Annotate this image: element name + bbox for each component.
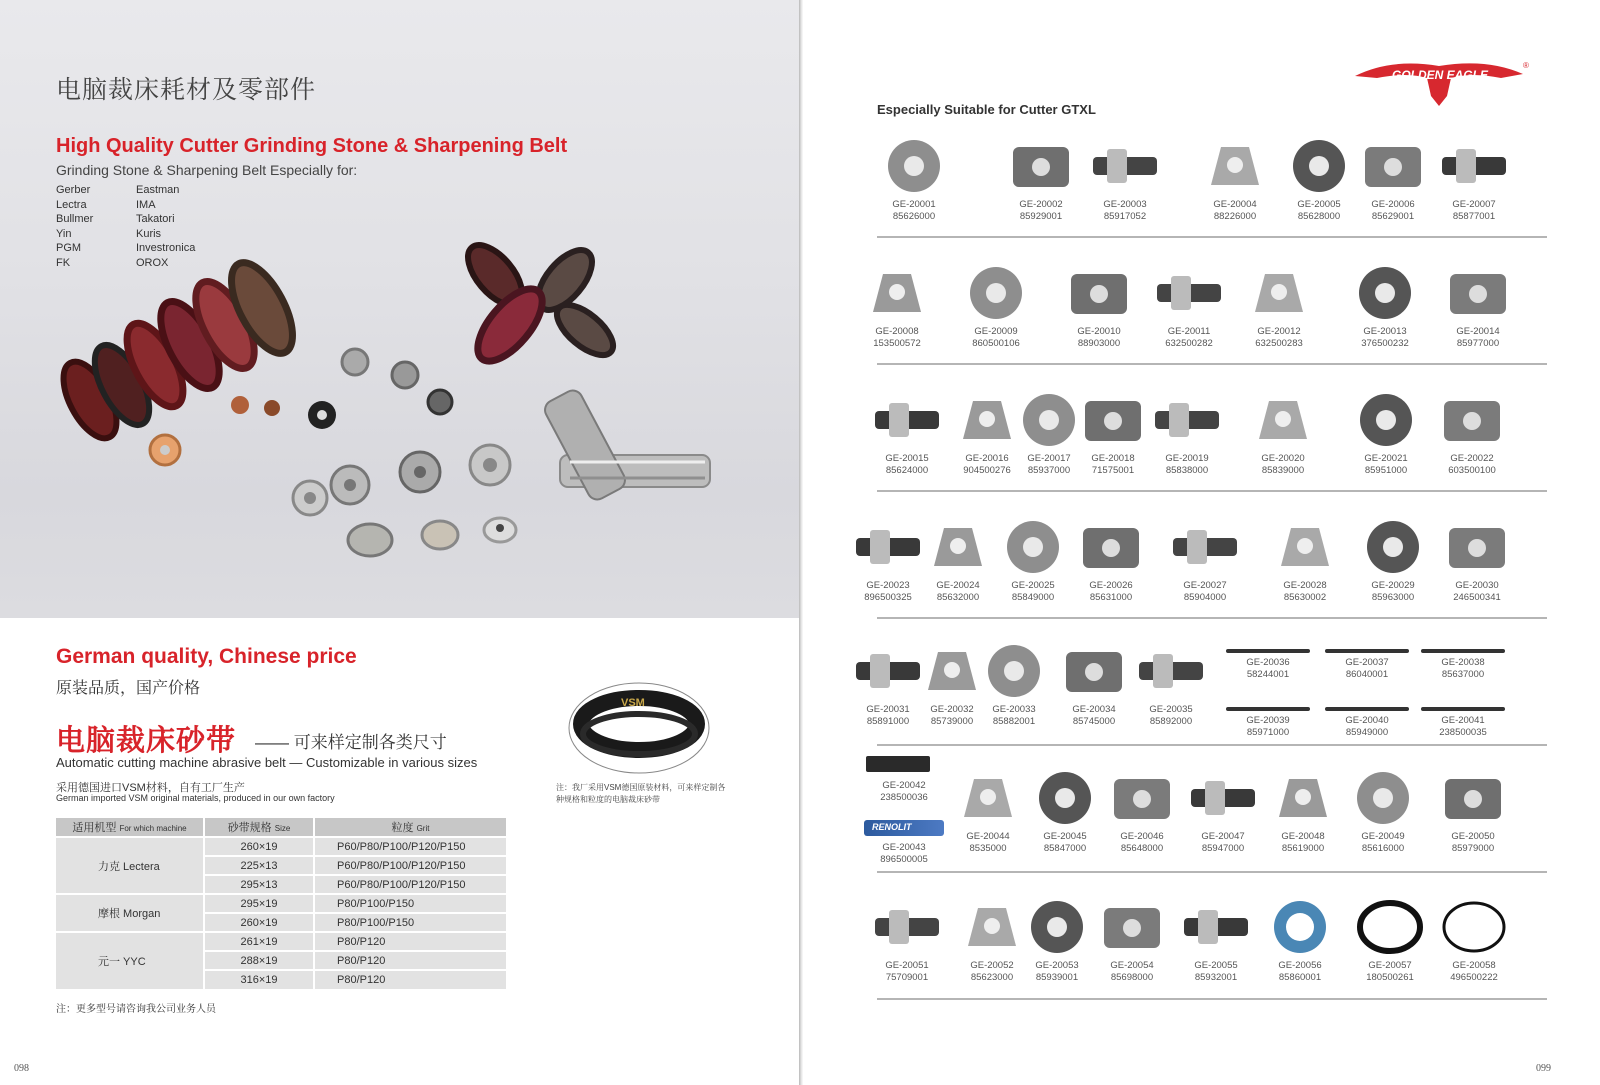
part-photo-icon [876,135,952,197]
table-row [56,837,507,856]
part-item[interactable] [1235,389,1331,477]
part-code: GE-20057 [1368,960,1412,971]
part-code: GE-20011 [1167,326,1211,337]
part-number: 85932001 [1194,972,1238,983]
part-photo-icon [1185,767,1261,829]
part-photo-icon [1355,516,1431,578]
vsm-material-note-en: German imported VSM original materials, produced in our own factory [56,793,335,803]
part-number: 85631000 [1089,592,1133,603]
grit-cell: P60/P80/P100/P120/P150 [314,837,507,856]
part-code: GE-20058 [1452,960,1496,971]
part-item[interactable] [1141,262,1237,350]
part-code: GE-20014 [1456,326,1500,337]
part-photo-icon [1003,135,1079,197]
part-photo-icon [1226,707,1310,711]
belt-spec-table [56,818,508,989]
part-number: 85929001 [1019,211,1063,222]
brand-item: PGM [56,242,82,254]
part-photo-icon [1149,389,1225,451]
grit-cell: P80/P100/P150 [314,913,507,932]
part-item[interactable] [1415,657,1511,681]
part-number: 860500106 [972,338,1020,349]
part-code: GE-20035 [1149,704,1193,715]
brand-item: OROX [136,256,169,269]
part-number: 85939001 [1035,972,1079,983]
part-photo-icon [1061,262,1137,324]
part-code: GE-20050 [1451,831,1495,842]
part-item[interactable] [856,782,952,804]
part-number: 88226000 [1213,211,1257,222]
part-number: 88903000 [1077,338,1121,349]
size-cell: 316×19 [204,970,314,989]
part-photo-icon [1056,640,1132,702]
row-divider [877,744,1547,746]
part-photo-icon [1167,516,1243,578]
brand-item: Eastman [136,184,180,196]
part-number: 632500282 [1165,338,1213,349]
part-number: 896500325 [864,592,912,603]
size-cell: 288×19 [204,951,314,970]
part-item[interactable] [856,822,952,866]
part-number: 85891000 [866,716,910,727]
part-photo-icon [1241,262,1317,324]
table-header [204,818,314,837]
part-item[interactable] [1426,135,1522,223]
part-photo-icon [1151,262,1227,324]
part-photo-icon [864,820,944,836]
part-code: GE-20020 [1261,453,1305,464]
page-title: 电脑裁床耗材及零部件 [56,76,317,104]
row-divider [877,236,1547,238]
part-number: 85739000 [930,716,974,727]
part-photo-icon [1265,767,1341,829]
part-item[interactable] [1220,715,1316,739]
section-heading: High Quality Cutter Grinding Stone & Sharpening Belt [56,135,568,157]
part-photo-icon [1073,516,1149,578]
part-photo-icon [1347,262,1423,324]
part-number: 85951000 [1364,465,1408,476]
part-photo-icon [1345,767,1421,829]
part-number: 85630002 [1283,592,1327,603]
part-code: GE-20001 [892,199,936,210]
part-number: 86040001 [1345,669,1389,680]
part-item[interactable] [1342,896,1438,984]
part-code: GE-20046 [1120,831,1164,842]
part-code: GE-20032 [930,704,974,715]
renolit-label: RENOLIT [872,822,912,832]
part-photo-icon [1325,707,1409,711]
part-code: GE-20019 [1165,453,1209,464]
header-en: For which machine [119,824,187,833]
part-item[interactable] [1430,262,1526,350]
part-number: 180500261 [1366,972,1414,983]
part-photo-icon [1104,767,1180,829]
table-row [56,894,507,913]
part-item[interactable] [1425,767,1521,855]
part-item[interactable] [1345,516,1441,604]
size-cell: 260×19 [204,837,314,856]
part-number: 85892000 [1149,716,1193,727]
part-code: GE-20053 [1035,960,1079,971]
part-photo-icon [1436,896,1512,958]
abrasive-belt-photo [566,680,712,776]
part-photo-icon [950,767,1026,829]
part-item[interactable] [1084,896,1180,984]
part-number: 85632000 [936,592,980,603]
part-number: 632500283 [1255,338,1303,349]
header-en: Grit [416,824,430,833]
part-number: 85648000 [1120,843,1164,854]
part-number: 85937000 [1027,465,1071,476]
part-number: 238500035 [1439,727,1487,738]
part-number: 85616000 [1361,843,1405,854]
part-item[interactable] [1051,262,1147,350]
part-number: 496500222 [1450,972,1498,983]
part-item[interactable] [1187,135,1283,223]
part-photo-icon [1421,707,1505,711]
brand-item: Kuris [136,227,162,240]
part-number: 85624000 [885,465,929,476]
part-number: 85860001 [1278,972,1322,983]
part-number: 246500341 [1453,592,1501,603]
part-number: 85847000 [1043,843,1087,854]
part-photo-icon [1087,135,1163,197]
part-number: 85745000 [1072,716,1116,727]
part-photo-icon [1348,389,1424,451]
part-photo-icon [859,262,935,324]
belt-pile-icon [458,240,621,372]
catalog-heading: Especially Suitable for Cutter GTXL [877,102,1096,117]
part-number: 71575001 [1091,465,1135,476]
part-number: 85629001 [1371,211,1415,222]
part-code: GE-20023 [866,580,910,591]
brand-item: IMA [136,198,156,211]
table-header-row [56,818,507,837]
belt-logo-text: VSM [621,697,645,709]
part-code: GE-20052 [970,960,1014,971]
part-code: GE-20044 [966,831,1010,842]
part-code: GE-20010 [1077,326,1121,337]
size-cell: 261×19 [204,932,314,951]
grit-cell: P60/P80/P100/P120/P150 [314,856,507,875]
part-number: 85979000 [1451,843,1495,854]
belt-title-tagline: —— 可来样定制各类尺寸 [255,733,447,752]
part-photo-icon [1355,135,1431,197]
page-number: 099 [1536,1063,1551,1074]
part-code: GE-20045 [1043,831,1087,842]
part-item[interactable] [866,135,962,223]
part-item[interactable] [1139,389,1235,477]
part-number: 85839000 [1261,465,1305,476]
part-code: GE-20024 [936,580,980,591]
part-photo-icon [1267,516,1343,578]
grit-cell: P80/P120 [314,970,507,989]
vsm-material-note-cn: 采用德国进口VSM材料，自有工厂生产 [56,782,245,794]
part-item[interactable] [1415,715,1511,739]
part-number: 85626000 [892,211,936,222]
part-code: GE-20030 [1455,580,1499,591]
part-code: GE-20009 [974,326,1018,337]
part-code: GE-20055 [1194,960,1238,971]
part-code: GE-20054 [1110,960,1154,971]
spiral-rod-icon [542,387,710,503]
grit-cell: P80/P120 [314,951,507,970]
part-number: 75709001 [885,972,929,983]
part-code: GE-20036 [1246,657,1290,668]
part-item[interactable] [1319,657,1415,681]
part-code: GE-20033 [992,704,1036,715]
part-item[interactable] [859,896,955,984]
header-cn: 粒度 [391,822,414,834]
row-divider [877,617,1547,619]
part-item[interactable] [849,262,945,350]
part-code: GE-20022 [1450,453,1494,464]
brand-item: Takatori [136,213,175,225]
grit-cell: P80/P100/P150 [314,894,507,913]
part-code: GE-20003 [1103,199,1147,210]
part-photo-icon [1197,135,1273,197]
part-photo-icon [958,262,1034,324]
part-number: 85917052 [1103,211,1147,222]
table-header [314,818,507,837]
part-code: GE-20038 [1441,657,1485,668]
row-divider [877,363,1547,365]
brand-item: Investronica [136,242,196,254]
part-number: 85637000 [1441,669,1485,680]
part-item[interactable] [1429,516,1525,604]
part-item[interactable] [1123,640,1219,728]
part-photo-icon [1439,516,1515,578]
part-code: GE-20043 [882,842,926,853]
part-code: GE-20056 [1278,960,1322,971]
part-item[interactable] [1157,516,1253,604]
size-cell: 295×13 [204,875,314,894]
part-item[interactable] [1077,135,1173,223]
part-code: GE-20049 [1361,831,1405,842]
part-item[interactable] [1063,516,1159,604]
golden-eagle-logo [1351,56,1529,108]
part-item[interactable] [1335,767,1431,855]
machine-cell: 元一 YYC [56,932,204,989]
row-divider [877,490,1547,492]
grit-cell: P60/P80/P100/P120/P150 [314,875,507,894]
page-number: 098 [14,1063,29,1074]
part-number: 238500036 [880,792,928,803]
part-number: 8535000 [969,843,1007,854]
quality-slogan-cn: 原装品质，国产价格 [56,680,201,697]
row-divider [877,871,1547,873]
part-code: GE-20042 [882,780,926,791]
part-photo-icon [869,896,945,958]
part-number: 85977000 [1456,338,1500,349]
part-photo-icon [1133,640,1209,702]
table-row [56,932,507,951]
table-header [56,818,204,837]
header-en: Size [274,824,291,833]
part-photo-icon [1435,767,1511,829]
part-number: 85963000 [1371,592,1415,603]
size-cell: 295×19 [204,894,314,913]
part-code: GE-20007 [1452,199,1496,210]
part-photo-icon [1352,896,1428,958]
brand-item: Lectra [56,198,87,211]
part-photo-icon [1178,896,1254,958]
part-photo-icon [976,640,1052,702]
part-number: 85947000 [1201,843,1245,854]
part-code: GE-20029 [1371,580,1415,591]
part-code: GE-20016 [965,453,1009,464]
part-code: GE-20047 [1201,831,1245,842]
part-number: 58244001 [1246,669,1290,680]
part-code: GE-20048 [1281,831,1325,842]
part-photo-icon [1325,649,1409,653]
part-photo-icon [1245,389,1321,451]
part-number: 603500100 [1448,465,1496,476]
part-number: 896500005 [880,854,928,865]
part-code: GE-20034 [1072,704,1116,715]
part-number: 85971000 [1246,727,1290,738]
part-code: GE-20012 [1257,326,1301,337]
part-photo-icon [1262,896,1338,958]
part-item[interactable] [1337,262,1433,350]
logo-text: GOLDEN EAGLE [1391,68,1489,82]
part-number: 85623000 [970,972,1014,983]
part-photo-icon [1094,896,1170,958]
part-number: 85849000 [1011,592,1055,603]
logo-registered-mark: ® [1523,61,1529,70]
hero-panel [0,0,800,618]
right-page [803,0,1600,1085]
part-item[interactable] [1252,896,1348,984]
part-number: 85838000 [1165,465,1209,476]
part-item[interactable] [1231,262,1327,350]
part-code: GE-20027 [1183,580,1227,591]
part-photo-icon [1226,649,1310,653]
part-item[interactable] [1338,389,1434,477]
part-number: 85949000 [1345,727,1389,738]
part-photo-icon [995,516,1071,578]
part-item[interactable] [1424,389,1520,477]
part-code: GE-20021 [1364,453,1408,464]
part-number: 85877001 [1452,211,1496,222]
part-code: GE-20028 [1283,580,1327,591]
part-code: GE-20018 [1091,453,1135,464]
part-item[interactable] [1319,715,1415,739]
part-code: GE-20031 [866,704,910,715]
part-item[interactable] [1168,896,1264,984]
part-number: 904500276 [963,465,1011,476]
part-item[interactable] [1220,657,1316,681]
part-number: 85698000 [1110,972,1154,983]
part-number: 153500572 [873,338,921,349]
part-code: GE-20041 [1441,715,1485,726]
part-photo-icon [866,756,930,772]
part-item[interactable] [948,262,1044,350]
header-cn: 适用机型 [72,822,117,834]
part-photo-icon [1440,262,1516,324]
part-photo-icon [1421,649,1505,653]
row-divider [877,998,1547,1000]
section-subheading: Grinding Stone & Sharpening Belt Especially for: [56,162,358,178]
part-photo-icon [1434,389,1510,451]
part-code: GE-20015 [885,453,929,464]
part-code: GE-20017 [1027,453,1071,464]
quality-slogan: German quality, Chinese price [56,645,357,668]
part-code: GE-20025 [1011,580,1055,591]
grinding-products-photo [40,240,740,580]
brand-item: Yin [56,227,72,240]
brand-item: Gerber [56,184,91,196]
part-code: GE-20006 [1371,199,1415,210]
part-item[interactable] [1257,516,1353,604]
part-code: GE-20040 [1345,715,1389,726]
part-item[interactable] [993,135,1089,223]
part-photo-icon [1436,135,1512,197]
part-code: GE-20039 [1246,715,1290,726]
part-code: GE-20008 [875,326,919,337]
part-number: 85619000 [1281,843,1325,854]
belt-title: 电脑裁床砂带 [56,725,237,757]
part-photo-icon [1027,767,1103,829]
part-code: GE-20005 [1297,199,1341,210]
brand-item: Bullmer [56,213,94,225]
size-cell: 260×19 [204,913,314,932]
part-code: GE-20013 [1363,326,1407,337]
part-number: 85882001 [992,716,1036,727]
belt-title-english: Automatic cutting machine abrasive belt — Customizable in various sizes [56,755,478,770]
part-code: GE-20002 [1019,199,1063,210]
part-code: GE-20004 [1213,199,1257,210]
machine-cell: 摩根 Morgan [56,894,204,932]
part-number: 85904000 [1183,592,1227,603]
table-note: 注：更多型号请咨询我公司业务人员 [56,1004,216,1015]
part-item[interactable] [1426,896,1522,984]
header-cn: 砂带规格 [227,822,272,834]
part-code: GE-20051 [885,960,929,971]
part-photo-icon [869,389,945,451]
part-code: GE-20037 [1345,657,1389,668]
belt-note: 注：我厂采用VSM德国原装材料，可来样定制各种规格和粒度的电脑裁床砂带 [556,783,726,804]
machine-cell: 力克 Lectera [56,837,204,894]
belt-stack-icon [53,254,305,447]
brand-item: FK [56,256,71,269]
part-code: GE-20026 [1089,580,1133,591]
part-number: 85628000 [1297,211,1341,222]
size-cell: 225×13 [204,856,314,875]
part-number: 376500232 [1361,338,1409,349]
grit-cell: P80/P120 [314,932,507,951]
